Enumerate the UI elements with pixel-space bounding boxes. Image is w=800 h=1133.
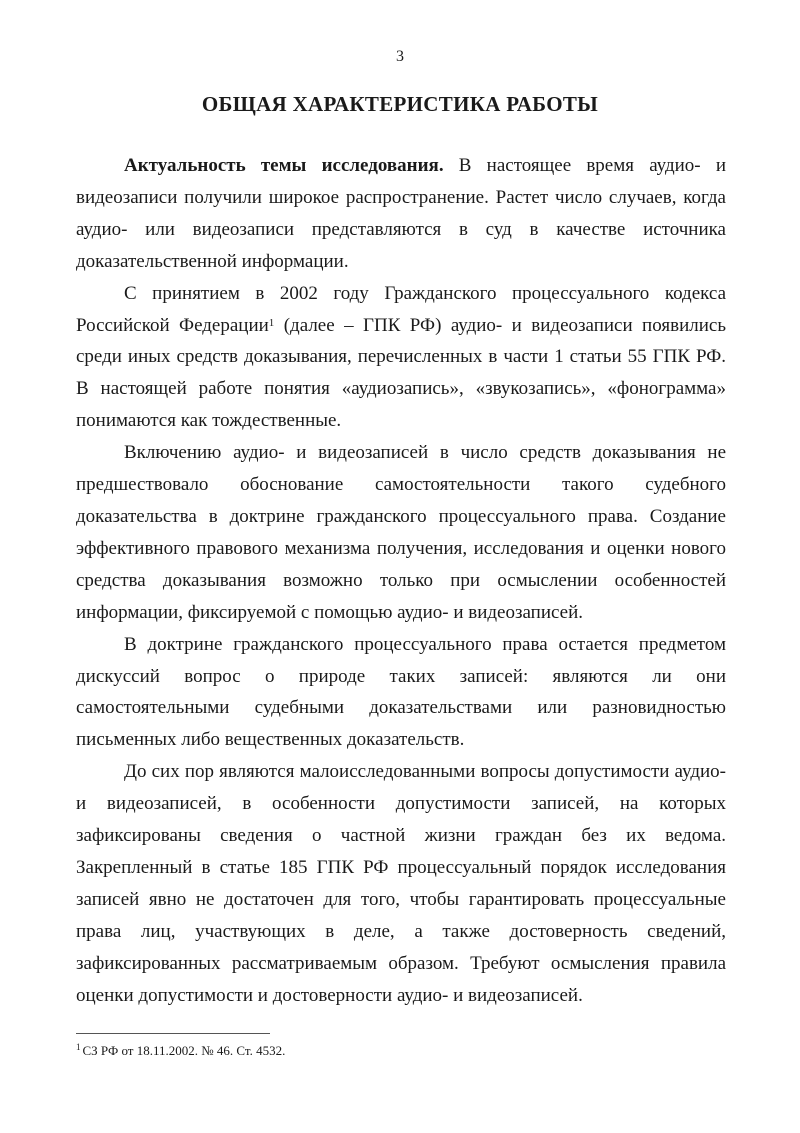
paragraph-nature-debate: В доктрине гражданского процессуального права остается предметом дискуссий вопрос о природе таких записей: являются ли они самостоятельными судебными доказательствами или разновидностью письменных либо вещественных доказательств.	[76, 633, 726, 751]
paragraph-gpk-adoption	[76, 278, 726, 438]
paragraph-relevance	[76, 150, 726, 278]
footnote-divider	[76, 1033, 270, 1034]
page-number: 3	[396, 48, 404, 65]
page-title: ОБЩАЯ ХАРАКТЕРИСТИКА РАБОТЫ	[201, 92, 599, 116]
footnote-number: 1	[76, 1042, 81, 1052]
footnote-reference: 1	[268, 316, 275, 329]
footnote	[76, 1043, 285, 1059]
paragraph-admissibility: До сих пор являются малоисследованными вопросы допустимости аудио- и видеозаписей, в особенности допустимости записей, на которых зафиксированы сведения о частной жизни граждан без их ведома. Закрепленный в статье 185 ГПК РФ процессуальный порядок исследования записей явно не достаточен для того, чтобы гарантировать процессуальные права лиц, участвующих в деле, а также достоверность сведений, зафиксированных рассматриваемым образом. Требуют осмысления правила оценки допустимости и достоверности аудио- и видеозаписей.	[76, 761, 726, 1006]
paragraph-lead: Актуальность темы исследования.	[124, 155, 444, 176]
paragraph-text: В настоящее время аудио- и видеозаписи получили широкое распространение. Растет число случаев, когда аудио- или видеозаписи представляются в суд в качестве источника доказательственной информации.	[76, 155, 727, 272]
footnote-text: СЗ РФ от 18.11.2002. № 46. Ст. 4532.	[82, 1043, 286, 1058]
paragraph-doctrine-basis: Включению аудио- и видеозаписей в число средств доказывания не предшествовало обоснование самостоятельности такого судебного доказательства в доктрине гражданского процессуального права. Создание эффективного правового механизма получения, исследования и оценки нового средства доказывания возможно только при осмыслении особенностей информации, фиксируемой с помощью аудио- и видеозаписей.	[76, 442, 726, 623]
paragraph-text: С принятием в 2002 году Гражданского процессуального кодекса Российской Федерации	[76, 282, 726, 336]
paragraph-text: (далее – ГПК РФ) аудио- и видеозаписи появились среди иных средств доказывания, перечисленных в части 1 статьи 55 ГПК РФ. В настоящей работе понятия «аудиозапись», «звукозапись», «фонограмма» понимаются как тождественные.	[76, 314, 726, 432]
document-body	[76, 150, 726, 1011]
